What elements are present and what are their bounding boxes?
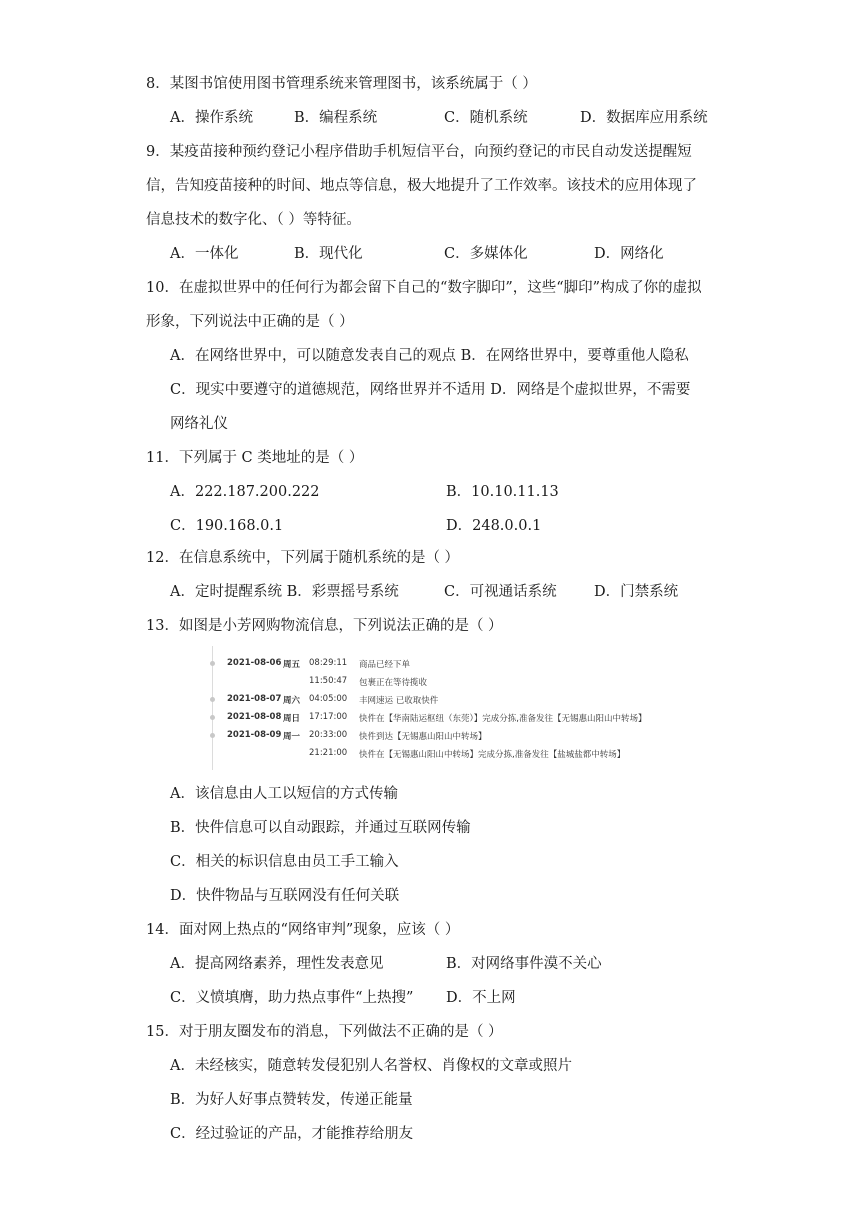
q10-options-line-2: C．现实中要遵守的道德规范，网络世界并不适用 D．网络是个虚拟世界，不需要 — [170, 382, 691, 398]
q9-option-a: A．一体化 — [170, 246, 239, 262]
logistics-date: 2021-08-07 — [227, 694, 282, 704]
q12-option-d: D．门禁系统 — [594, 584, 679, 600]
question-12-stem: 12．在信息系统中，下列属于随机系统的是（ ） — [146, 550, 460, 566]
timeline-dot-icon — [210, 733, 215, 738]
q8-option-d: D．数据库应用系统 — [580, 110, 708, 126]
q8-option-c: C．随机系统 — [444, 110, 528, 126]
q8-option-a: A．操作系统 — [170, 110, 253, 126]
q15-option-c: C．经过验证的产品，才能推荐给朋友 — [170, 1126, 414, 1142]
q11-option-d: D．248.0.0.1 — [446, 518, 542, 534]
logistics-time: 08:29:11 — [309, 658, 348, 668]
q15-option-b: B．为好人好事点赞转发，传递正能量 — [170, 1092, 413, 1108]
q13-option-b: B．快件信息可以自动跟踪，并通过互联网传输 — [170, 820, 471, 836]
q13-option-d: D．快件物品与互联网没有任何关联 — [170, 888, 400, 904]
logistics-status: 快件在【华南陆运枢纽（东莞）】完成分拣,准备发往【无锡惠山阳山中转场】 — [359, 714, 647, 724]
q9-option-d: D．网络化 — [594, 246, 664, 262]
logistics-time: 11:50:47 — [309, 676, 348, 686]
question-10-stem-line-1: 10．在虚拟世界中的任何行为都会留下自己的“数字脚印”，这些“脚印”构成了你的虚拟 — [146, 280, 702, 296]
question-13-stem: 13．如图是小芳网购物流信息，下列说法正确的是（ ） — [146, 618, 503, 634]
logistics-time: 04:05:00 — [309, 694, 348, 704]
q10-options-line-3: 网络礼仪 — [170, 416, 228, 432]
logistics-status: 包裹正在等待揽收 — [359, 678, 428, 688]
question-10-stem-line-2: 形象，下列说法中正确的是（ ） — [146, 314, 354, 330]
question-9-stem-line-1: 9．某疫苗接种预约登记小程序借助手机短信平台，向预约登记的市民自动发送提醒短 — [146, 144, 692, 160]
logistics-time: 20:33:00 — [309, 730, 348, 740]
q11-option-c: C．190.168.0.1 — [170, 518, 284, 534]
logistics-weekday: 周六 — [283, 696, 301, 706]
logistics-weekday: 周日 — [283, 714, 301, 724]
logistics-row — [213, 746, 657, 762]
logistics-time: 17:17:00 — [309, 712, 348, 722]
logistics-status: 丰网速运 已收取快件 — [359, 696, 439, 706]
logistics-weekday: 周五 — [283, 660, 301, 670]
logistics-date: 2021-08-06 — [227, 658, 282, 668]
logistics-status: 商品已经下单 — [359, 660, 411, 670]
q11-option-a: A．222.187.200.222 — [170, 484, 320, 500]
logistics-status: 快件在【无锡惠山阳山中转场】完成分拣,准备发往【盐城盐都中转场】 — [359, 750, 626, 760]
q13-option-a: A．该信息由人工以短信的方式传输 — [170, 786, 398, 802]
q8-option-b: B．编程系统 — [294, 110, 378, 126]
timeline-dot-icon — [210, 661, 215, 666]
question-9-stem-line-3: 信息技术的数字化、（ ）等特征。 — [146, 212, 361, 228]
q10-options-line-1: A．在网络世界中，可以随意发表自己的观点 B．在网络世界中，要尊重他人隐私 — [170, 348, 689, 364]
logistics-row — [213, 728, 657, 744]
logistics-date: 2021-08-09 — [227, 730, 282, 740]
timeline-dot-icon — [210, 715, 215, 720]
q14-option-a: A．提高网络素养，理性发表意见 — [170, 956, 384, 972]
logistics-weekday: 周一 — [283, 732, 301, 742]
q12-option-ab: A．定时提醒系统 B．彩票摇号系统 — [170, 584, 399, 600]
q13-option-c: C．相关的标识信息由员工手工输入 — [170, 854, 399, 870]
q15-option-a: A．未经核实，随意转发侵犯别人名誉权、肖像权的文章或照片 — [170, 1058, 572, 1074]
timeline-dot-icon — [210, 697, 215, 702]
logistics-time: 21:21:00 — [309, 748, 348, 758]
logistics-row — [213, 674, 657, 690]
question-11-stem: 11．下列属于 C 类地址的是（ ） — [146, 450, 364, 466]
q9-option-b: B．现代化 — [294, 246, 363, 262]
question-14-stem: 14．面对网上热点的“网络审判”现象，应该（ ） — [146, 922, 460, 938]
logistics-row — [213, 692, 657, 708]
logistics-status: 快件到达【无锡惠山阳山中转场】 — [359, 732, 487, 742]
q9-option-c: C．多媒体化 — [444, 246, 528, 262]
logistics-date: 2021-08-08 — [227, 712, 282, 722]
q14-option-b: B．对网络事件漠不关心 — [446, 956, 602, 972]
q14-option-d: D．不上网 — [446, 990, 516, 1006]
q14-option-c: C．义愤填膺，助力热点事件“上热搜” — [170, 990, 414, 1006]
q11-option-b: B．10.10.11.13 — [446, 484, 559, 500]
question-9-stem-line-2: 信，告知疫苗接种的时间、地点等信息，极大地提升了工作效率。该技术的应用体现了 — [146, 178, 697, 194]
logistics-tracking-image — [212, 646, 657, 770]
question-8-stem: 8．某图书馆使用图书管理系统来管理图书，该系统属于（ ） — [146, 76, 537, 92]
logistics-row — [213, 656, 657, 672]
q12-option-c: C．可视通话系统 — [444, 584, 557, 600]
logistics-row — [213, 710, 657, 726]
question-15-stem: 15．对于朋友圈发布的消息，下列做法不正确的是（ ） — [146, 1024, 503, 1040]
